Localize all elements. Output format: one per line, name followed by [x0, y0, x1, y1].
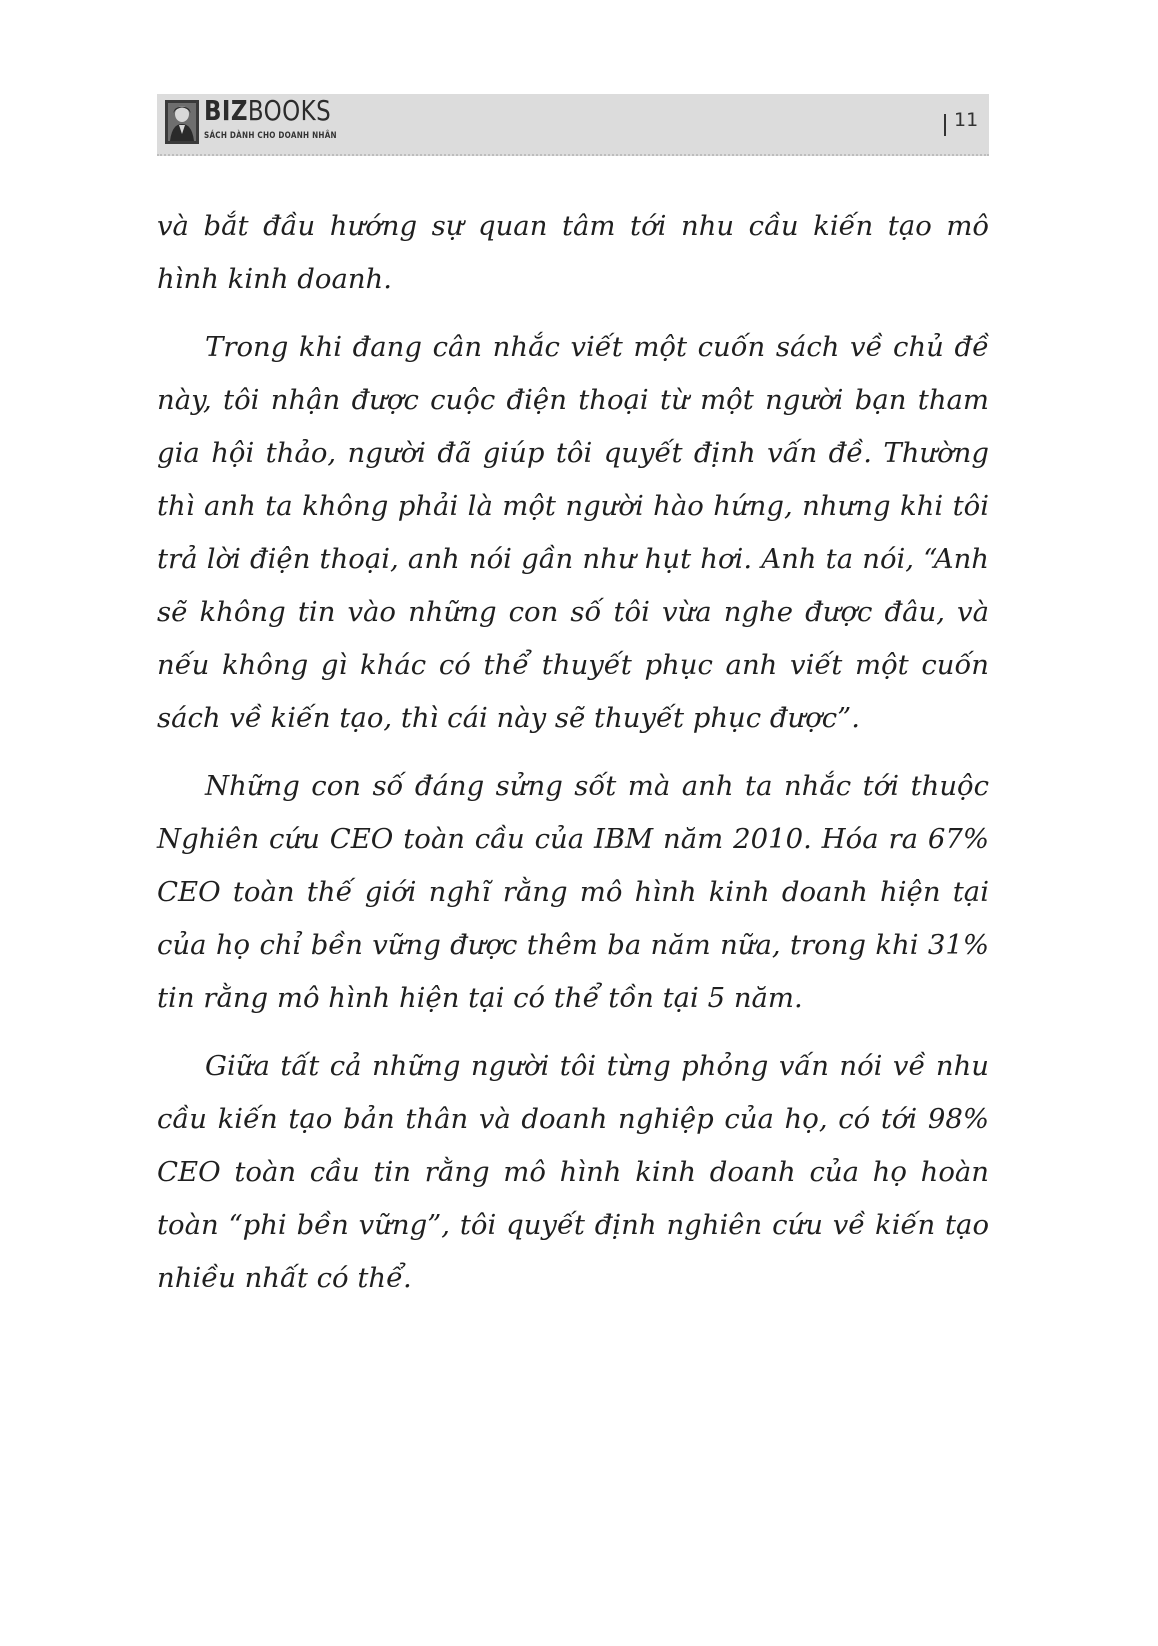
paragraph-continuation: và bắt đầu hướng sự quan tâm tới nhu cầu kiến tạo mô hình kinh doanh. — [157, 210, 989, 295]
paragraph: Trong khi đang cân nhắc viết một cuốn sách về chủ đề này, tôi nhận được cuộc điện thoại từ một người bạn tham gia hội thảo, người đã giúp tôi quyết định vấn đề. Thường thì anh ta không phải là một người hào hứng, nhưng khi tôi trả lời điện thoại, anh nói gần như hụt hơi. Anh ta nói, “Anh sẽ không tin vào những con số tôi vừa nghe được đâu, và nếu không gì khác có thể thuyết phục anh viết một cuốn sách về kiến tạo, thì cái này sẽ thuyết phục được”. — [157, 331, 989, 734]
body-text — [157, 200, 989, 1320]
page-number: 11 — [954, 109, 979, 131]
brand-name — [204, 94, 332, 127]
portrait-logo-icon — [165, 100, 199, 144]
paragraph: Giữa tất cả những người tôi từng phỏng vấn nói về nhu cầu kiến tạo bản thân và doanh nghiệp của họ, có tới 98% CEO toàn cầu tin rằng mô hình kinh doanh của họ hoàn toàn “phi bền vững”, tôi quyết định nghiên cứu về kiến tạo nhiều nhất có thể. — [157, 1050, 989, 1294]
paragraph: Những con số đáng sửng sốt mà anh ta nhắc tới thuộc Nghiên cứu CEO toàn cầu của IBM năm 2010. Hóa ra 67% CEO toàn thế giới nghĩ rằng mô hình kinh doanh hiện tại của họ chỉ bền vững được thêm ba năm nữa, trong khi 31% tin rằng mô hình hiện tại có thể tồn tại 5 năm. — [157, 770, 989, 1014]
running-header — [157, 94, 989, 156]
brand-name-bold: BIZ — [204, 94, 248, 127]
page-number-divider — [944, 114, 946, 136]
brand-name-light: BOOKS — [247, 94, 332, 127]
brand-tagline: SÁCH DÀNH CHO DOANH NHÂN — [204, 131, 337, 141]
